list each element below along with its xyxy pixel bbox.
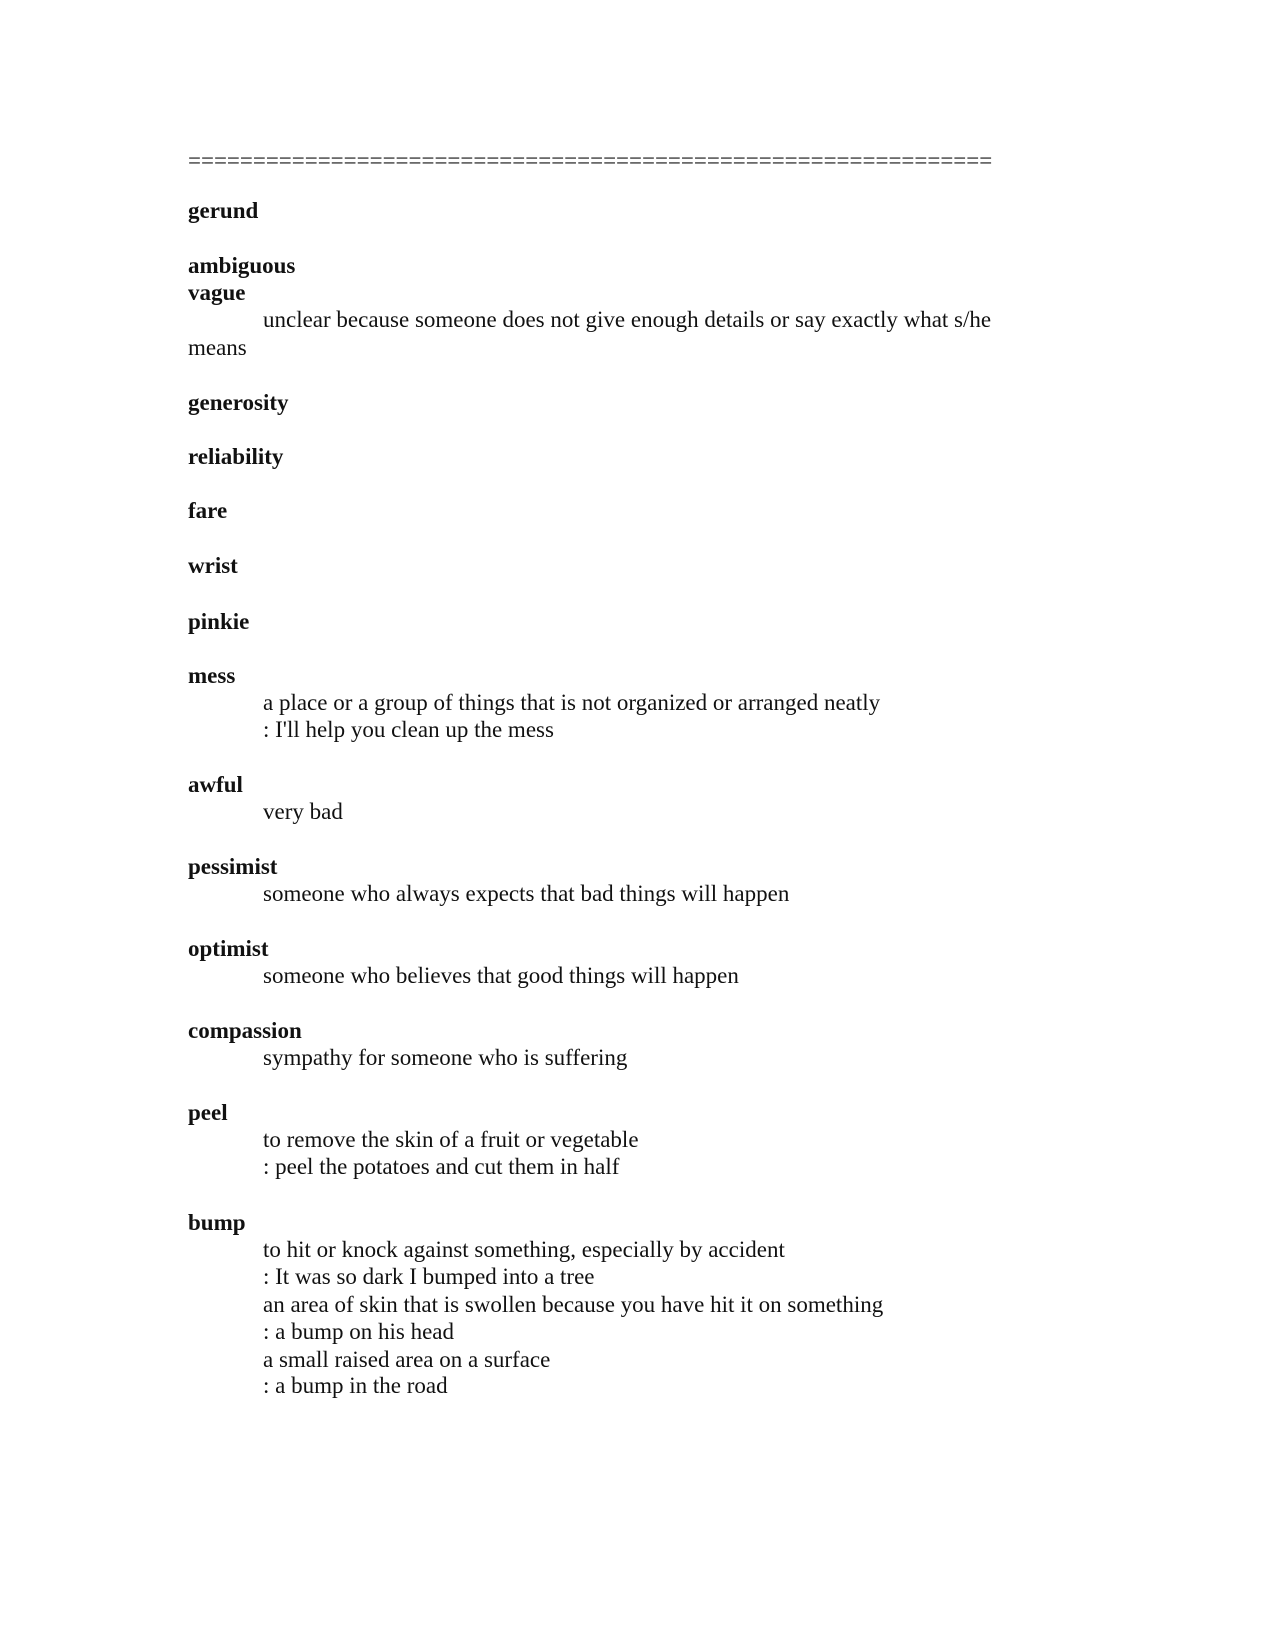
example-line: : I'll help you clean up the mess	[263, 717, 554, 742]
definition-line: means	[188, 335, 247, 360]
term-ambiguous: ambiguous	[188, 253, 296, 278]
definition-line: to remove the skin of a fruit or vegetable	[263, 1127, 639, 1152]
definition-line: sympathy for someone who is suffering	[263, 1045, 628, 1070]
example-line: : a bump in the road	[263, 1373, 448, 1398]
term-vague: vague	[188, 280, 246, 305]
term-optimist: optimist	[188, 936, 269, 961]
term-awful: awful	[188, 772, 243, 797]
term-pessimist: pessimist	[188, 854, 278, 879]
definition-line: an area of skin that is swollen because you have hit it on something	[263, 1292, 884, 1317]
example-line: : It was so dark I bumped into a tree	[263, 1264, 595, 1289]
definition-line: unclear because someone does not give enough details or say exactly what s/he	[263, 307, 992, 332]
definition-line: a small raised area on a surface	[263, 1347, 551, 1372]
definition-line: to hit or knock against something, especially by accident	[263, 1237, 785, 1262]
term-mess: mess	[188, 663, 236, 688]
term-generosity: generosity	[188, 390, 289, 415]
definition-line: someone who believes that good things will happen	[263, 963, 739, 988]
separator-rule: ==============================================================	[188, 148, 993, 173]
term-compassion: compassion	[188, 1018, 302, 1043]
term-fare: fare	[188, 498, 228, 523]
definition-line: someone who always expects that bad things will happen	[263, 881, 790, 906]
term-bump: bump	[188, 1210, 246, 1235]
example-line: : peel the potatoes and cut them in half	[263, 1154, 620, 1179]
term-reliability: reliability	[188, 444, 284, 469]
definition-line: a place or a group of things that is not organized or arranged neatly	[263, 690, 881, 715]
term-wrist: wrist	[188, 553, 238, 578]
term-pinkie: pinkie	[188, 609, 250, 634]
definition-line: very bad	[263, 799, 343, 824]
term-gerund: gerund	[188, 198, 259, 223]
term-peel: peel	[188, 1100, 228, 1125]
example-line: : a bump on his head	[263, 1319, 454, 1344]
